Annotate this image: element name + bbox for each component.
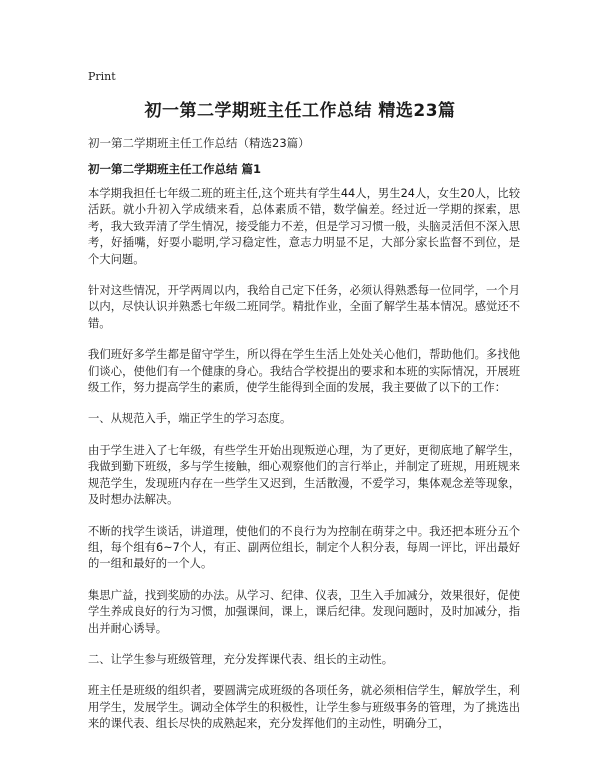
point-heading-1: 一、从规范入手，端正学生的学习态度。 xyxy=(88,412,292,426)
point-heading-2: 二、让学生参与班级管理，充分发挥课代表、组长的主动性。 xyxy=(88,652,394,666)
paragraph-management: 班主任是班级的组织者，要圆满完成班级的各项任务，就必须相信学生，解放学生，利用学生，发展学生。调动全体学生的积极性，让学生参与班级事务的管理，为了挑选出来的课代表、组长尽快的成熟起来，充分发挥他们的主动性，明确分工， xyxy=(88,684,520,731)
paragraph-rewards: 集思广益，找到奖励的办法。从学习、纪律、仪表，卫生入手加减分，效果很好，促使学生养成良好的行为习惯，加强课间，课上，课后纪律。发现问题时，及时加减分，指出并耐心诱导。 xyxy=(88,588,520,635)
document-subtitle: 初一第二学期班主任工作总结（精选23篇） xyxy=(88,136,310,150)
paragraph-intro: 本学期我担任七年级二班的班主任,这个班共有学生44人，男生24人，女生20人，比较活跃。就小升初入学成绩来看，总体素质不错，数学偏差。经过近一学期的探索，思考，我大致弄清了学生情况，接受能力不差，但是学习习惯一般，头脑灵活但不深入思考，好插嘴，好耍小聪明,学习稳定性，意志力明显不足，大部分家长监督不到位，是个大问题。 xyxy=(88,187,520,266)
article-body xyxy=(88,186,520,748)
paragraph-rules: 由于学生进入了七年级，有些学生开始出现叛逆心理，为了更好，更彻底地了解学生，我做到勤下班级，多与学生接触，细心观察他们的言行举止，并制定了班规，用班规来规范学生，发现班内存在一些学生又迟到，生活散漫，不爱学习，集体观念差等现象，及时想办法解决。 xyxy=(88,443,520,507)
paragraph-care: 我们班好多学生都是留守学生，所以得在学生生活上处处关心他们，帮助他们。多找他们谈心，使他们有一个健康的身心。我结合学校提出的要求和本班的实际情况，开展班级工作，努力提高学生的素质，使学生能得到全面的发展，我主要做了以下的工作： xyxy=(88,348,520,395)
page-title: 初一第二学期班主任工作总结 精选23篇 xyxy=(144,101,456,121)
section-heading: 初一第二学期班主任工作总结 篇1 xyxy=(88,162,262,176)
paragraph-plan: 针对这些情况，开学两周以内，我给自己定下任务，必须认得熟悉每一位同学，一个月以内，尽快认识并熟悉七年级二班同学。精批作业，全面了解学生基本情况。感觉还不错。 xyxy=(88,284,520,330)
paragraph-groups: 不断的找学生谈话，讲道理，使他们的不良行为为控制在萌芽之中。我还把本班分五个组，每个组有6~7个人，有正、副两位组长，制定个人积分表，每周一评比，评出最好的一组和最好的一个人。 xyxy=(88,524,520,571)
print-link[interactable]: Print xyxy=(88,70,116,83)
